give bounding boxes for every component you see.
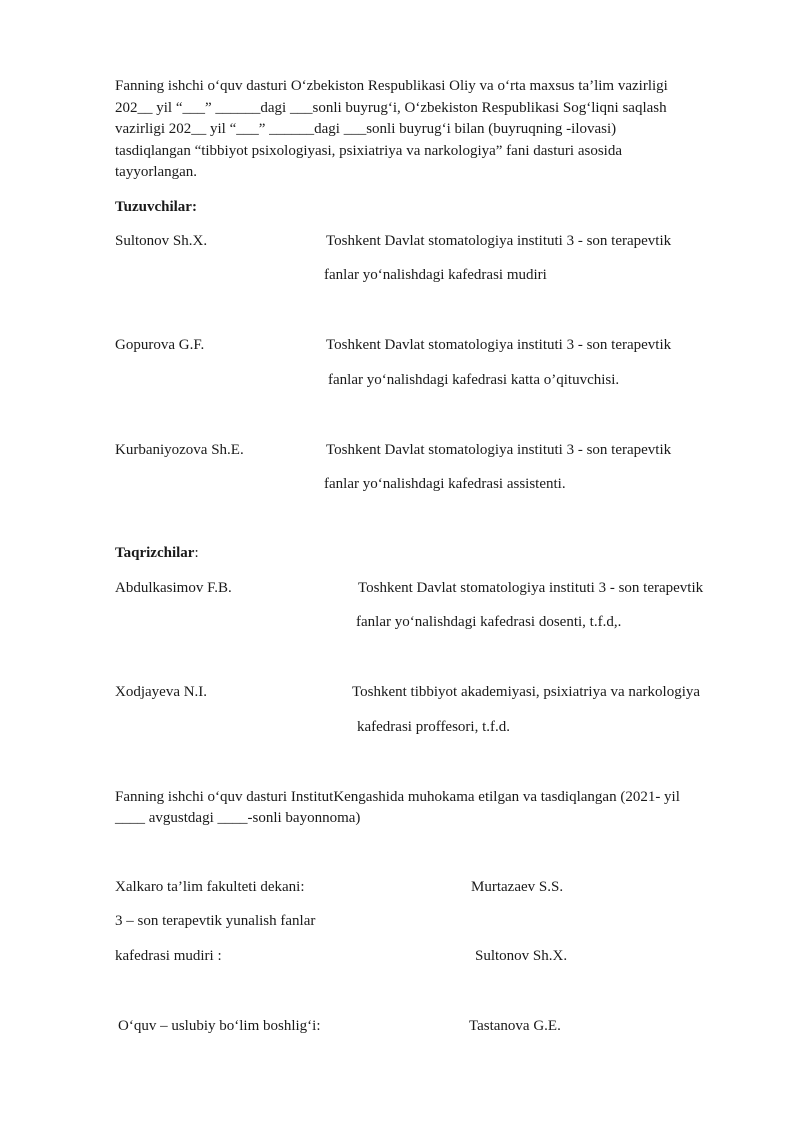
- department-head-label: 3 – son terapevtik yunalish fanlar: [115, 913, 316, 929]
- reviewer-name: Xodjayeva N.I.: [115, 684, 208, 700]
- methodology-head-name: Tastanova G.E.: [469, 1018, 561, 1034]
- compiler-position: fanlar yo‘nalishdagi kafedrasi mudiri: [324, 267, 547, 283]
- reviewers-heading: Taqrizchilar:: [115, 545, 199, 561]
- compiler-affiliation: Toshkent Davlat stomatologiya instituti 3 - son terapevtik: [326, 442, 672, 458]
- intro-line: tayyorlangan.: [115, 164, 198, 180]
- reviewer-affiliation: Toshkent tibbiyot akademiyasi, psixiatriya va narkologiya: [352, 684, 701, 700]
- department-head-label: kafedrasi mudiri :: [115, 948, 222, 964]
- reviewer-name: Abdulkasimov F.B.: [115, 580, 232, 596]
- dean-label: Xalkaro ta’lim fakulteti dekani:: [115, 879, 305, 895]
- methodology-head-label: O‘quv – uslubiy bo‘lim boshlig‘i:: [118, 1018, 321, 1034]
- reviewer-position: kafedrasi proffesori, t.f.d.: [357, 719, 511, 735]
- approval-line: ____ avgustdagi ____-sonli bayonnoma): [115, 810, 361, 826]
- intro-paragraph: [115, 76, 755, 184]
- department-head-name: Sultonov Sh.X.: [475, 948, 568, 964]
- intro-line: tasdiqlangan “tibbiyot psixologiyasi, psixiatriya va narkologiya” fani dasturi asosida: [115, 142, 622, 159]
- compiler-affiliation: Toshkent Davlat stomatologiya instituti 3 - son terapevtik: [326, 233, 672, 249]
- compiler-name: Gopurova G.F.: [115, 337, 205, 353]
- reviewer-position: fanlar yo‘nalishdagi kafedrasi dosenti, t.f.d,.: [356, 614, 622, 630]
- approval-line: Fanning ishchi o‘quv dasturi InstitutKengashida muhokama etilgan va tasdiqlangan (2021- yil: [115, 789, 680, 805]
- compiler-name: Kurbaniyozova Sh.E.: [115, 442, 244, 458]
- compiler-affiliation: Toshkent Davlat stomatologiya instituti 3 - son terapevtik: [326, 337, 672, 353]
- compiler-position: fanlar yo‘nalishdagi kafedrasi katta o’qituvchisi.: [328, 372, 620, 388]
- reviewer-affiliation: Toshkent Davlat stomatologiya instituti 3 - son terapevtik: [358, 580, 704, 596]
- intro-line: vazirligi 202__ yil “___” ______dagi ___sonli buyrug‘i bilan (buyruqning -ilovasi): [115, 121, 617, 137]
- intro-line: 202__ yil “___” ______dagi ___sonli buyrug‘i, O‘zbekiston Respublikasi Sog‘liqni saqlash: [115, 99, 667, 116]
- compilers-heading: Tuzuvchilar:: [115, 199, 197, 215]
- compiler-name: Sultonov Sh.X.: [115, 233, 208, 249]
- intro-line: Fanning ishchi o‘quv dasturi O‘zbekiston Respublikasi Oliy va o‘rta maxsus ta’lim vazirligi: [115, 78, 668, 94]
- dean-name: Murtazaev S.S.: [471, 879, 564, 895]
- compiler-position: fanlar yo‘nalishdagi kafedrasi assistenti.: [324, 476, 566, 492]
